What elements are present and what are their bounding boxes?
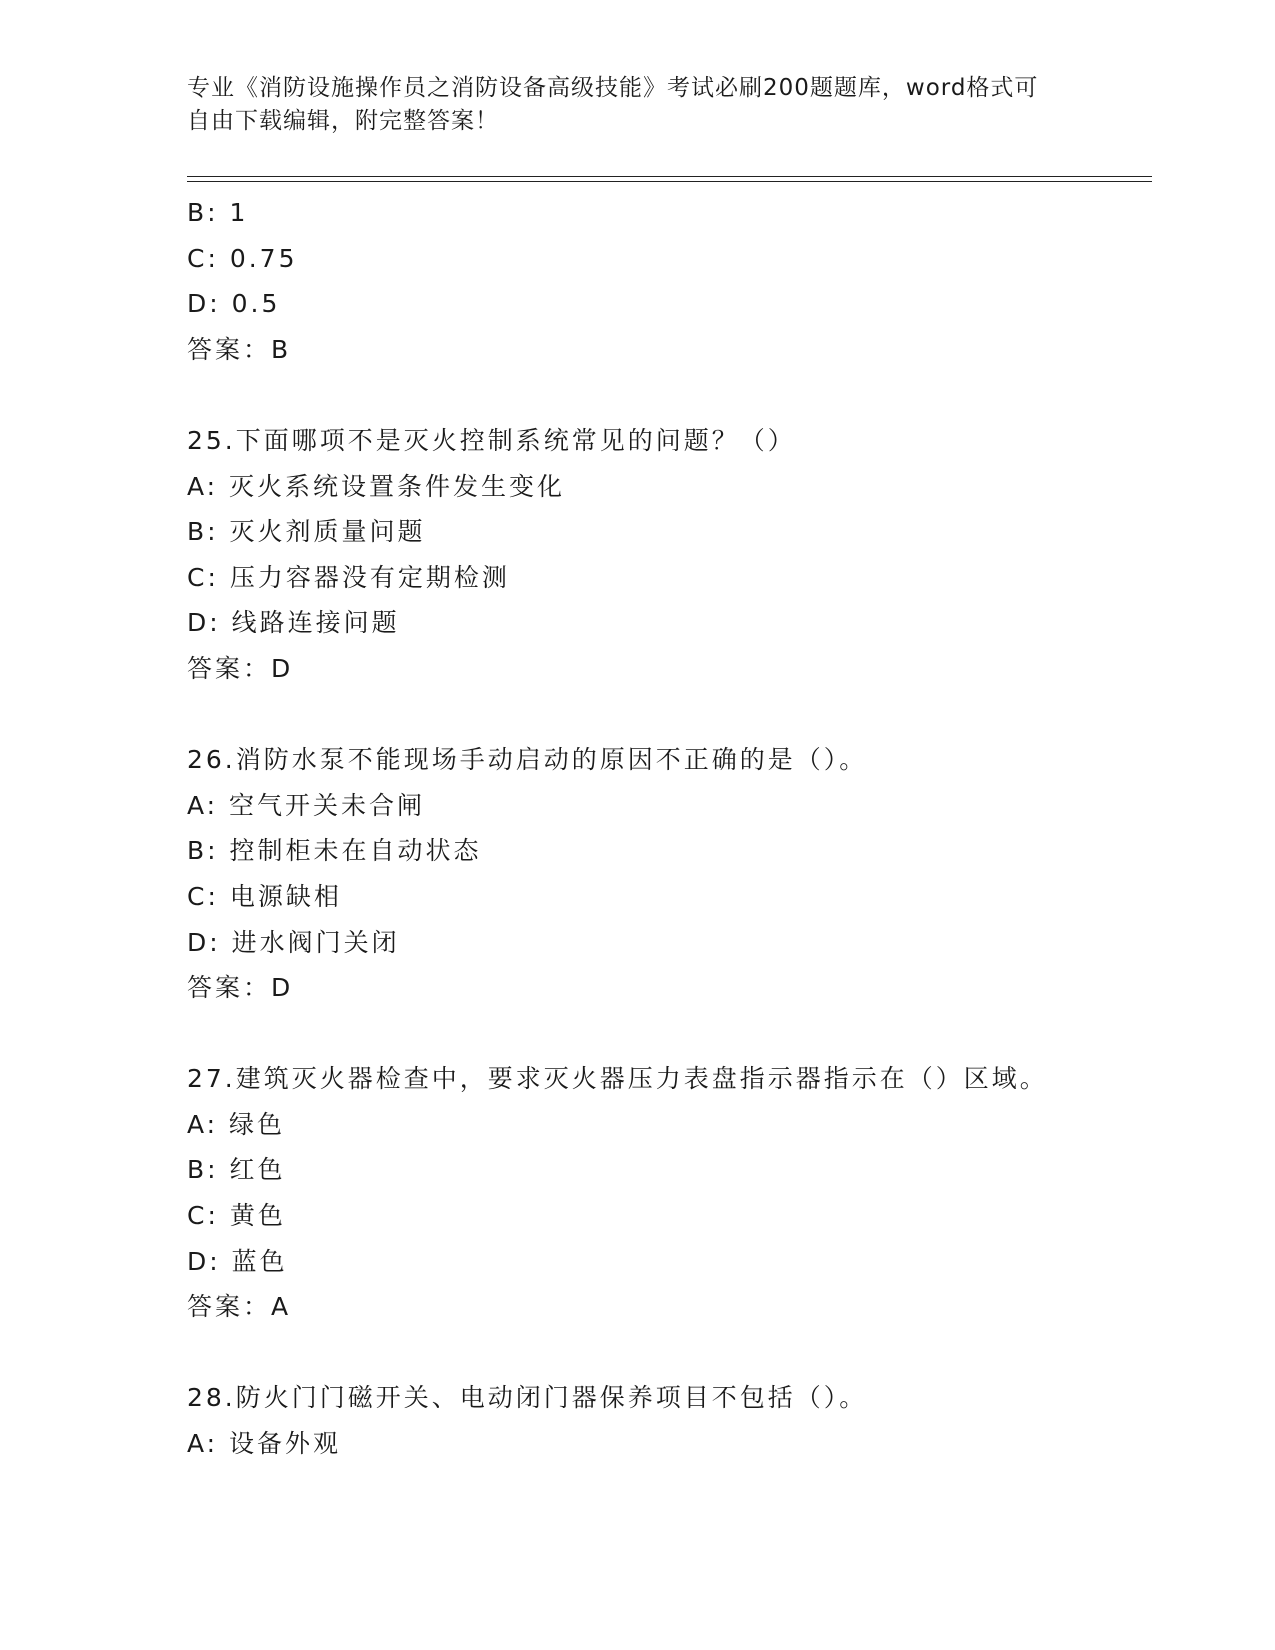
option-c: C: 黄色	[187, 1201, 286, 1231]
option-b: B: 红色	[187, 1155, 286, 1185]
question-stem: 25.下面哪项不是灭火控制系统常见的问题？（）	[187, 425, 796, 455]
option-c: C: 电源缺相	[187, 881, 342, 911]
answer: 答案：D	[187, 973, 294, 1003]
spacer	[187, 1330, 1147, 1376]
option-b: B: 控制柜未在自动状态	[187, 836, 482, 866]
question-28	[187, 1375, 1147, 1466]
option-d: D: 进水阀门关闭	[187, 927, 400, 957]
question-stem: 27.建筑灭火器检查中，要求灭火器压力表盘指示器指示在（）区域。	[187, 1064, 1048, 1094]
question-stem: 28.防火门门磁开关、电动闭门器保养项目不包括（）。	[187, 1383, 868, 1413]
option-b: B: 1	[187, 198, 249, 227]
question-27	[187, 1056, 1147, 1330]
header-line-1: 专业《消防设施操作员之消防设备高级技能》考试必刷200题题库，word格式可	[187, 75, 1039, 101]
spacer	[187, 692, 1147, 738]
option-a: A: 设备外观	[187, 1429, 342, 1459]
header-rule-top	[187, 176, 1152, 177]
answer: 答案：A	[187, 1292, 292, 1322]
option-b: B: 灭火剂质量问题	[187, 517, 426, 547]
header-rule-bottom	[187, 181, 1152, 182]
answer: 答案：B	[187, 334, 292, 364]
question-24-tail	[187, 190, 1147, 372]
header-line-2: 自由下载编辑，附完整答案！	[187, 108, 499, 134]
spacer	[187, 372, 1147, 418]
option-a: A: 空气开关未合闸	[187, 790, 426, 820]
option-a: A: 绿色	[187, 1109, 286, 1139]
spacer	[187, 1011, 1147, 1057]
question-26	[187, 737, 1147, 1011]
document-body	[187, 190, 1147, 1467]
option-c: C: 0.75	[187, 243, 298, 273]
option-a: A: 灭火系统设置条件发生变化	[187, 471, 566, 501]
option-c: C: 压力容器没有定期检测	[187, 562, 510, 592]
question-25	[187, 418, 1147, 692]
option-d: D: 蓝色	[187, 1246, 288, 1276]
option-d: D: 线路连接问题	[187, 608, 400, 638]
answer: 答案：D	[187, 653, 294, 683]
question-stem: 26.消防水泵不能现场手动启动的原因不正确的是（）。	[187, 745, 868, 775]
document-header	[187, 72, 1087, 138]
option-d: D: 0.5	[187, 289, 281, 319]
